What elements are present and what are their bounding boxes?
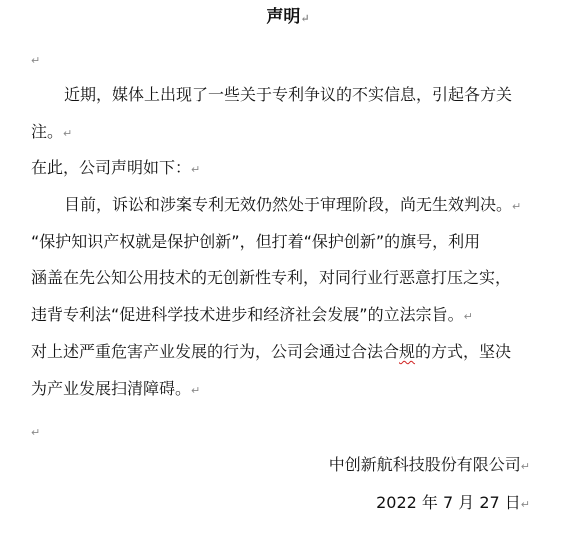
point-3-text: 对上述严重危害产业发展的行为，公司会通过合法合 [31, 342, 400, 361]
point-3-text: 为产业发展扫清障碍。 [31, 379, 192, 398]
paragraph-mark-icon: ↵ [31, 426, 41, 439]
paragraph-mark-icon: ↵ [31, 54, 41, 67]
empty-paragraph [31, 48, 40, 72]
paragraph-mark-icon: ↵ [463, 310, 473, 323]
paragraph-mark-icon: ↵ [300, 12, 310, 25]
paragraph-mark-icon: ↵ [520, 460, 530, 473]
intro-text: 近期，媒体上出现了一些关于专利争议的不实信息，引起各方关 [64, 85, 513, 104]
paragraph-mark-icon: ↵ [520, 498, 530, 511]
point-2-line-2 [31, 267, 511, 289]
point-3-text: 的方式，坚决 [415, 342, 512, 361]
statement-heading [31, 157, 200, 181]
point-3-line-1 [31, 341, 511, 363]
document-title [0, 6, 576, 30]
point-3-line-2 [31, 378, 200, 402]
point-1-text: 目前，诉讼和涉案专利无效仍然处于审理阶段，尚无生效判决。 [64, 195, 513, 214]
intro-line-2 [31, 121, 72, 145]
paragraph-mark-icon: ↵ [191, 384, 201, 397]
intro-line-1 [64, 84, 512, 106]
signature-company [329, 454, 530, 478]
point-2-text: “保护知识产权就是保护创新”，但打着“保护创新”的旗号，利用 [31, 232, 481, 251]
empty-paragraph [31, 420, 40, 444]
point-2-line-3 [31, 304, 473, 328]
point-2-text: 违背专利法“促进科学技术进步和经济社会发展”的立法宗旨。 [31, 305, 464, 324]
paragraph-mark-icon: ↵ [63, 127, 73, 140]
point-2-text: 涵盖在先公知公用技术的无创新性专利，对同行业行恶意打压之实， [31, 268, 512, 287]
signature-date [376, 492, 530, 516]
intro-text: 注。 [31, 122, 64, 141]
paragraph-mark-icon: ↵ [512, 200, 522, 213]
title-text: 声明 [266, 7, 301, 27]
paragraph-mark-icon: ↵ [191, 163, 201, 176]
point-2-line-1 [31, 231, 480, 253]
statement-heading-text: 在此，公司声明如下： [31, 158, 192, 177]
date-text: 2022 年 7 月 27 日 [376, 493, 521, 512]
company-name: 中创新航科技股份有限公司 [328, 455, 521, 474]
spellcheck-flagged-word[interactable]: 规 [399, 342, 416, 361]
point-1-line-1 [64, 194, 521, 218]
